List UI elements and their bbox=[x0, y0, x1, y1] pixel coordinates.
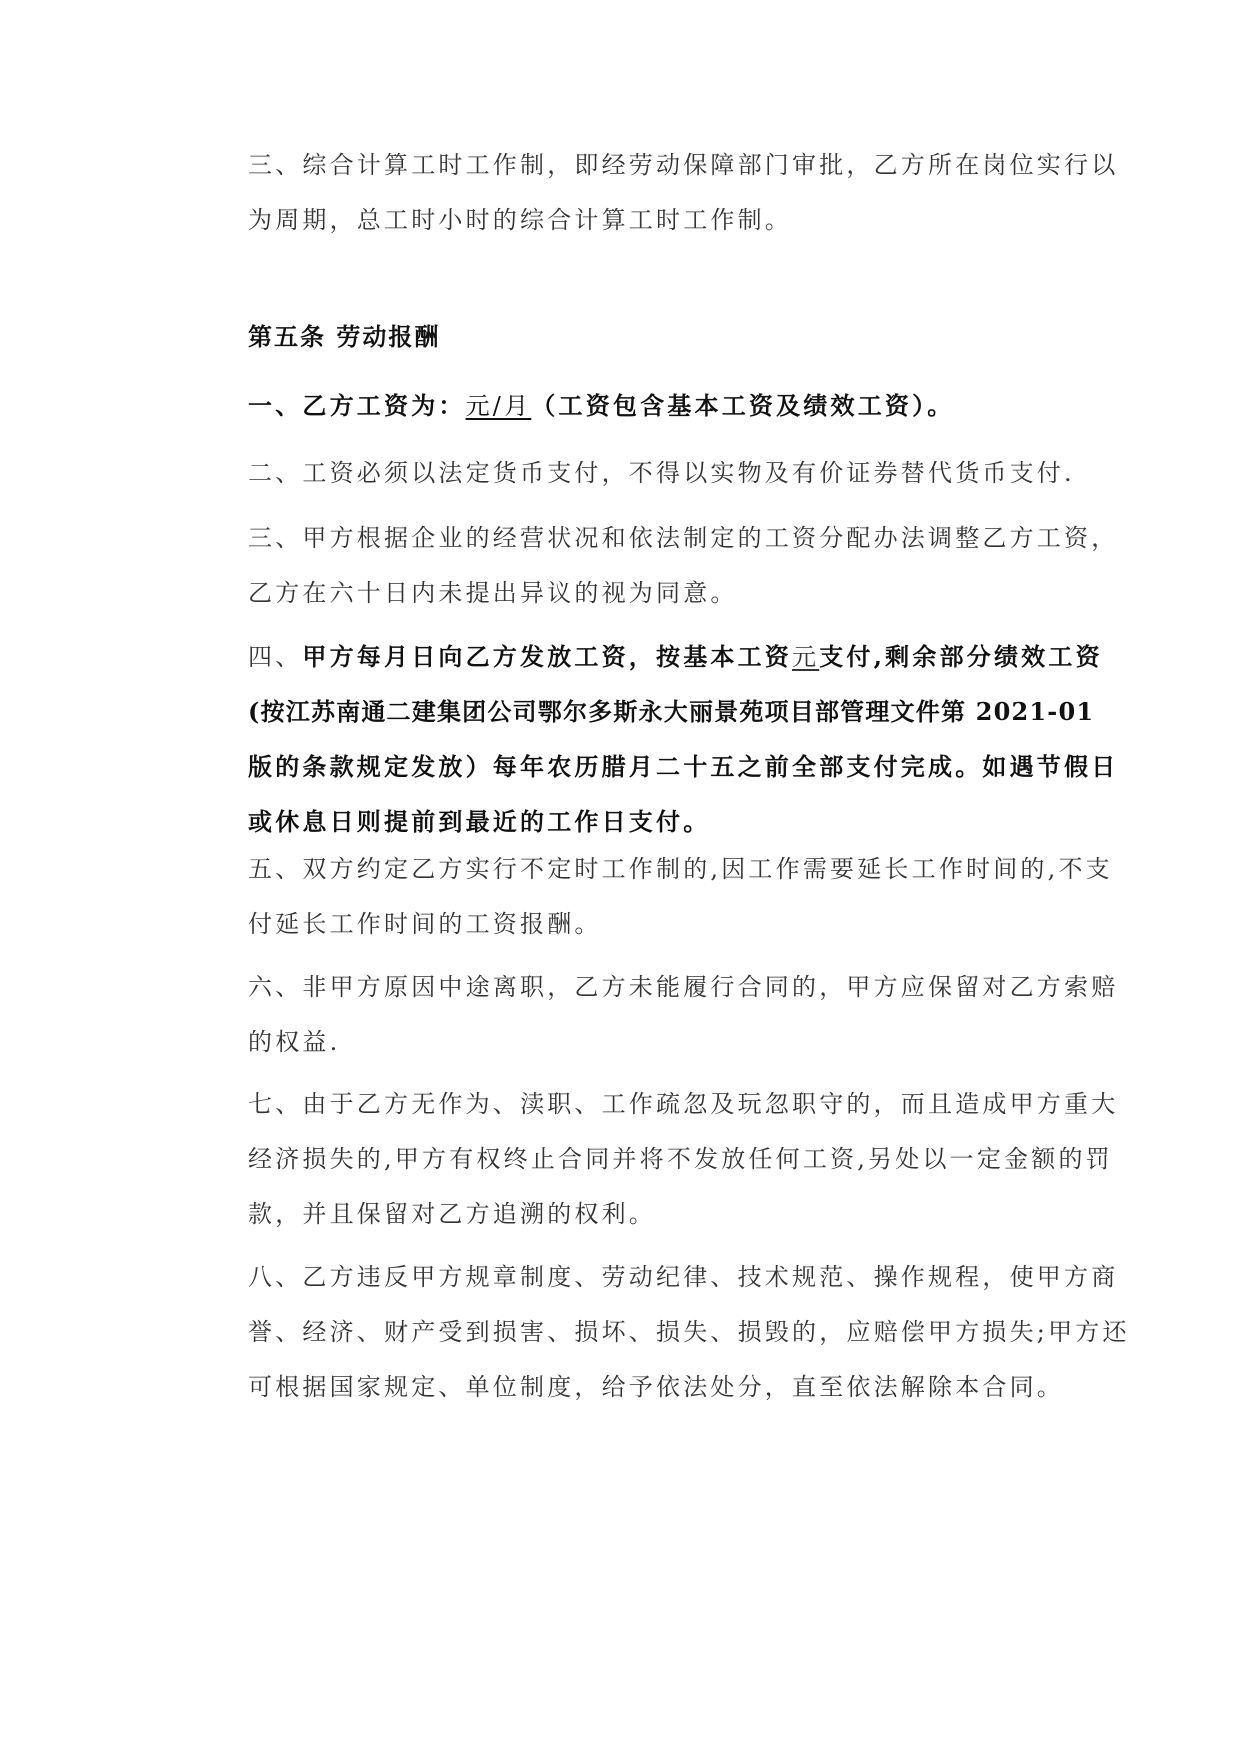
payment-unit: 元 bbox=[792, 643, 820, 671]
paragraph-salary-adjustment bbox=[248, 511, 1119, 621]
text-line: 二、工资必须以法定货币支付，不得以实物及有价证券替代货币支付. bbox=[248, 459, 1075, 487]
salary-label: 一、乙方工资为： bbox=[248, 391, 466, 420]
item-number: 四、 bbox=[248, 643, 303, 671]
paragraph-early-resignation bbox=[248, 960, 1119, 1070]
text-line: 的权益. bbox=[248, 1028, 341, 1056]
salary-note: （工资包含基本工资及绩效工资）。 bbox=[531, 391, 955, 420]
text-line bbox=[248, 629, 1103, 684]
payment-text: 甲方每月日向乙方发放工资，按基本工资 bbox=[302, 642, 793, 671]
text-line: 经济损失的,甲方有权终止合同并将不发放任何工资,另处以一定金额的罚 bbox=[248, 1145, 1113, 1173]
paragraph-legal-currency bbox=[248, 446, 1075, 501]
section-title: 第五条 劳动报酬 bbox=[248, 322, 441, 351]
text-line: 三、甲方根据企业的经营状况和依法制定的工资分配办法调整乙方工资， bbox=[248, 524, 1119, 552]
text-line: 六、非甲方原因中途离职，乙方未能履行合同的，甲方应保留对乙方索赔 bbox=[248, 973, 1119, 1001]
paragraph-payment-schedule bbox=[248, 629, 1119, 849]
text-line bbox=[248, 378, 1048, 433]
payment-text: 支付,剩余部分绩效工资 bbox=[819, 642, 1103, 671]
text-line: 五、双方约定乙方实行不定时工作制的,因工作需要延长工作时间的,不支 bbox=[248, 855, 1113, 883]
text-line: 誉、经济、财产受到损害、损坏、损失、损毁的，应赔偿甲方损失;甲方还 bbox=[248, 1318, 1130, 1346]
paragraph-salary-amount bbox=[248, 378, 1048, 433]
text-line: 或休息日则提前到最近的工作日支付。 bbox=[248, 807, 711, 836]
text-line: 三、综合计算工时工作制，即经劳动保障部门审批，乙方所在岗位实行以 bbox=[248, 151, 1119, 179]
text-line: 版的条款规定发放）每年农历腊月二十五之前全部支付完成。如遇节假日 bbox=[248, 752, 1119, 781]
text-line: 可根据国家规定、单位制度，给予依法处分，直至依法解除本合同。 bbox=[248, 1373, 1064, 1401]
salary-unit: 元/月 bbox=[465, 392, 532, 420]
text-line: 付延长工作时间的工资报酬。 bbox=[248, 910, 602, 938]
paragraph-violations bbox=[248, 1250, 1130, 1415]
text-line: 八、乙方违反甲方规章制度、劳动纪律、技术规范、操作规程，使甲方商 bbox=[248, 1263, 1119, 1291]
text-line: 乙方在六十日内未提出异议的视为同意。 bbox=[248, 579, 738, 607]
text-line: 款，并且保留对乙方追溯的权利。 bbox=[248, 1200, 656, 1228]
text-line: 为周期，总工时小时的综合计算工时工作制。 bbox=[248, 206, 792, 234]
paragraph-negligence bbox=[248, 1077, 1119, 1242]
text-line: (按江苏南通二建集团公司鄂尔多斯永大丽景苑项目部管理文件第 2021-01 bbox=[248, 697, 1095, 726]
paragraph-comprehensive-hours bbox=[248, 138, 1119, 248]
paragraph-overtime bbox=[248, 842, 1113, 952]
text-line: 七、由于乙方无作为、渎职、工作疏忽及玩忽职守的，而且造成甲方重大 bbox=[248, 1090, 1119, 1118]
